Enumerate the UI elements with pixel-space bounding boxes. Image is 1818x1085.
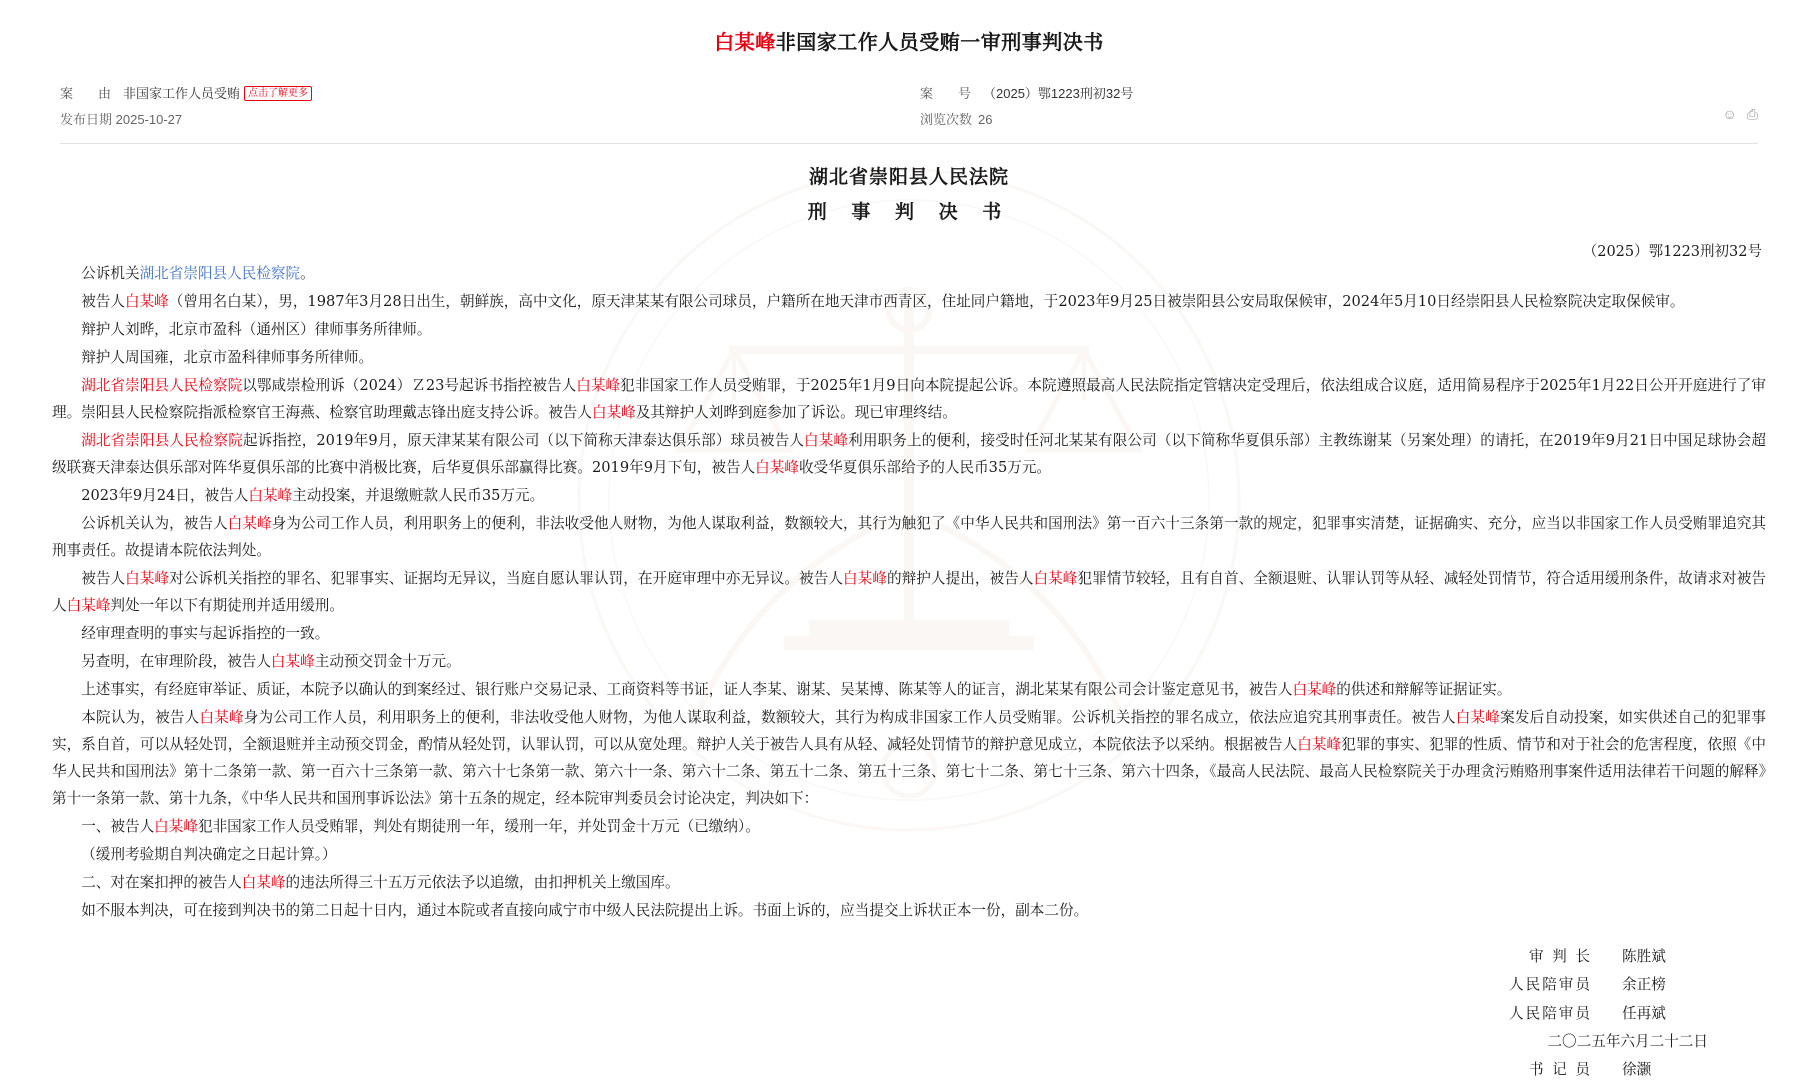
paragraph-text: 收受华夏俱乐部给予的人民币35万元。: [798, 458, 1052, 476]
p-evidence: [52, 677, 1766, 704]
signature-block: [52, 943, 1766, 1085]
highlighted-name: 白某峰: [843, 569, 887, 587]
paragraph-list: [52, 261, 1766, 925]
paragraph-text: 经审理查明的事实与起诉指控的一致。: [81, 624, 330, 642]
signature-row: [52, 1056, 1708, 1084]
p-prosecution-view: [52, 511, 1766, 565]
case-number-value: （2025）鄂1223刑初32号: [983, 86, 1134, 101]
paragraph-text: 二、对在案扣押的被告人: [81, 873, 242, 891]
highlighted-name: 白某峰: [66, 596, 111, 614]
signature-role: 人民陪审员: [1509, 976, 1592, 994]
paragraph-text: 辩护人刘晔，北京市盈科（通州区）律师事务所律师。: [81, 320, 432, 338]
paragraph-text: 判处一年以下有期徒刑并适用缓刑。: [110, 596, 344, 614]
paragraph-text: 犯罪情节较轻，且有自首、全额退赃、认罪认罚等从轻、减轻处罚情节，符合适用缓刑条件，故请求对被告人: [52, 569, 1766, 614]
highlighted-name: 白某峰: [1455, 708, 1501, 726]
signature-row: [52, 943, 1708, 971]
p-defender-2: [52, 345, 1766, 372]
p-court-view: [52, 705, 1766, 813]
paragraph-text: 被告人: [81, 292, 125, 310]
paragraph-text: 身为公司工作人员，利用职务上的便利，非法收受他人财物，为他人谋取利益，数额较大，其行为构成非国家工作人员受贿罪。公诉机关指控的罪名成立，依法应追究其刑事责任。被告人: [243, 708, 1456, 726]
paragraph-text: 的供述和辩解等证据证实。: [1336, 680, 1512, 698]
signature-row: [52, 1000, 1708, 1028]
page-title-name: 白某峰: [714, 32, 776, 54]
signature-row: [52, 1028, 1708, 1056]
p-appeal: [52, 898, 1766, 925]
paragraph-text: 。: [300, 265, 315, 282]
p-defendant-plea: [52, 566, 1766, 620]
paragraph-text: 2023年9月24日，被告人: [81, 486, 249, 504]
paragraph-text: 对公诉机关指控的罪名、犯罪事实、证据均无异议，当庭自愿认罪认罚，在开庭审理中亦无异议。被告人: [169, 569, 844, 587]
highlighted-name: 湖北省崇阳县人民检察院: [81, 376, 243, 394]
highlighted-name: 白某峰: [270, 652, 315, 670]
p-judgment-1: [52, 814, 1766, 841]
paragraph-text: 上述事实，有经庭审举证、质证，本院予以确认的到案经过、银行账户交易记录、工商资料等书证，证人李某、谢某、吴某博、陈某等人的证言，湖北某某有限公司会计鉴定意见书，被告人: [81, 680, 1293, 698]
highlighted-name: 白某峰: [227, 514, 272, 532]
signature-row: [52, 971, 1708, 999]
highlighted-name: 白某峰: [1292, 680, 1337, 698]
paragraph-text: 案发后自动投案，如实供述自己的犯罪事实，系自首，可以从轻处罚，全额退赃并主动预交罚金，酌情从轻处罚，认罪认罚，可以从宽处理。辩护人关于被告人具有从轻、减轻处罚情节的辩护意见成立，本院依法予以采纳。根据被告人: [52, 708, 1766, 753]
highlighted-name: 白某峰: [1033, 569, 1078, 587]
p-verified: [52, 621, 1766, 648]
p-judgment-1-note: [52, 842, 1766, 869]
case-number-label: 案 号: [920, 86, 978, 101]
signature-role: 人民陪审员: [1509, 1004, 1592, 1022]
paragraph-text: 犯非国家工作人员受贿罪，判处有期徒刑一年，缓刑一年，并处罚金十万元（已缴纳）。: [197, 817, 760, 835]
highlighted-name: 白某峰: [591, 403, 636, 421]
paragraph-text: 辩护人周国雍，北京市盈科律师事务所律师。: [81, 348, 374, 366]
paragraph-text: 及其辩护人刘晔到庭参加了诉讼。现已审理终结。: [635, 403, 957, 421]
case-number-heading: （2025）鄂1223刑初32号: [1582, 244, 1762, 260]
paragraph-text: （缓刑考验期自判决确定之日起计算。）: [81, 845, 337, 863]
highlighted-name: 白某峰: [248, 486, 293, 504]
paragraph-text: 被告人: [81, 569, 126, 587]
signature-role: 审 判 长: [1528, 947, 1592, 965]
signature-person: 任再斌: [1622, 1004, 1666, 1022]
paragraph-text: 身为公司工作人员，利用职务上的便利，非法收受他人财物，为他人谋取利益，数额较大，其行为触犯了《中华人民共和国刑法》第一百六十三条第一款的规定，犯罪事实清楚，证据确实、充分，应当以非国家工作人员受贿罪追究其刑事责任。故提请本院依法判处。: [52, 514, 1766, 559]
paragraph-text: 一、被告人: [81, 817, 155, 835]
publish-date: [60, 109, 182, 128]
p-prosecutor: [52, 261, 1766, 288]
paragraph-text: （曾用名白某），男，1987年3月28日出生，朝鲜族，高中文化，原天津某某有限公司球员，户籍所在地天津市西青区，住址同户籍地，于2023年9月25日被崇阳县公安局取保候审，2024年5月10日经崇阳县人民检察院决定取保候审。: [168, 292, 1685, 310]
highlighted-name: 白某峰: [125, 569, 170, 587]
entity-link[interactable]: 湖北省崇阳县人民检察院: [139, 265, 301, 282]
highlighted-name: 白某峰: [154, 817, 198, 835]
signature-person: 二〇二五年六月二十二日: [1547, 1032, 1708, 1050]
paragraph-text: 主动投案，并退缴赃款人民币35万元。: [292, 486, 545, 504]
page-title: [0, 0, 1818, 55]
judgment-document: [52, 162, 1766, 1085]
paragraph-text: 起诉指控，2019年9月，原天津某某有限公司（以下简称天津泰达俱乐部）球员被告人: [242, 431, 805, 449]
signature-role: 书 记 员: [1528, 1061, 1592, 1079]
case-reason: [60, 83, 312, 102]
paragraph-text: 犯罪的事实、犯罪的性质、情节和对于社会的危害程度，依照《中华人民共和国刑法》第十二条第一款、第一百六十三条第一款、第六十七条第一款、第六十一条、第六十二条、第五十二条、第五十三条、第七十二条、第七十三条、第六十四条，《最高人民法院、最高人民检察院关于办理贪污贿赂刑事案件适用法律若干问题的解释》第十一条第一款、第十九条，《中华人民共和国刑事诉讼法》第十五条的规定，经本院审判委员会讨论决定，判决如下：: [52, 735, 1766, 807]
p-extra-found: [52, 649, 1766, 676]
view-count-label: 浏览次数: [920, 112, 973, 127]
p-indictment: [52, 373, 1766, 427]
signature-person: 余正榜: [1622, 976, 1666, 994]
case-number: [920, 83, 1133, 102]
publish-date-value: 2025-10-27: [115, 112, 183, 127]
p-defender-1: [52, 317, 1766, 344]
court-name: 湖北省崇阳县人民法院: [808, 166, 1009, 188]
view-count-value: 26: [978, 112, 993, 127]
paragraph-text: 犯非国家工作人员受贿罪，于2025年1月9日向本院提起公诉。本院遵照最高人民法院指定管辖决定受理后，依法组成合议庭，适用简易程序于2025年1月22日公开开庭进行了审理。崇阳县人民检察院指派检察官王海燕、检察官助理戴志锋出庭支持公诉。被告人: [52, 376, 1766, 421]
paragraph-text: 如不服本判决，可在接到判决书的第二日起十日内，通过本院或者直接向咸宁市中级人民法院提出上诉。书面上诉的，应当提交上诉状正本一份，副本二份。: [81, 901, 1089, 919]
page-title-rest: 非国家工作人员受贿一审刑事判决书: [775, 32, 1104, 54]
paragraph-text: 利用职务上的便利，接受时任河北某某有限公司（以下简称华夏俱乐部）主教练谢某（另案处理）的请托，在2019年9月21日中国足球协会超级联赛天津泰达俱乐部对阵华夏俱乐部的比赛中消极比赛，后华夏俱乐部赢得比赛。2019年9月下旬，被告人: [52, 431, 1766, 476]
view-count: [920, 109, 992, 128]
highlighted-name: 白某峰: [755, 458, 799, 476]
paragraph-text: 的违法所得三十五万元依法予以追缴，由扣押机关上缴国库。: [285, 873, 680, 891]
paragraph-text: 主动预交罚金十万元。: [314, 652, 461, 670]
p-defendant: [52, 289, 1766, 316]
highlighted-name: 白某峰: [241, 873, 286, 891]
paragraph-text: 的辩护人提出，被告人: [886, 569, 1034, 587]
paragraph-text: 本院认为，被告人: [81, 708, 200, 726]
document-type: 刑 事 判 决 书: [807, 201, 1011, 223]
print-icon[interactable]: ⎙: [1746, 106, 1758, 122]
paragraph-text: 公诉机关认为，被告人: [81, 514, 228, 532]
highlighted-name: 白某峰: [199, 708, 244, 726]
highlighted-name: 白某峰: [1297, 735, 1342, 753]
case-reason-value: 非国家工作人员受贿: [123, 86, 241, 101]
highlighted-name: 白某峰: [576, 376, 621, 394]
highlighted-name: 白某峰: [124, 292, 169, 310]
highlighted-name: 白某峰: [804, 431, 849, 449]
paragraph-text: 另查明，在审理阶段，被告人: [81, 652, 271, 670]
signature-person: 徐灏: [1622, 1061, 1652, 1079]
publish-date-label: 发布日期: [60, 112, 113, 127]
p-judgment-2: [52, 870, 1766, 897]
meta-actions: [1723, 107, 1759, 121]
paragraph-text: 以鄂咸崇检刑诉（2024）Ｚ23号起诉书指控被告人: [242, 376, 577, 394]
paragraph-text: 公诉机关: [81, 265, 140, 282]
signature-person: 陈胜斌: [1622, 947, 1666, 965]
case-reason-label: 案 由: [60, 86, 118, 101]
like-icon[interactable]: ☺: [1722, 106, 1737, 122]
p-surrender: [52, 483, 1766, 510]
learn-more-button[interactable]: 点击了解更多: [244, 86, 312, 101]
p-charge-facts: [52, 428, 1766, 482]
highlighted-name: 湖北省崇阳县人民检察院: [81, 431, 243, 449]
document-meta: [60, 81, 1758, 144]
